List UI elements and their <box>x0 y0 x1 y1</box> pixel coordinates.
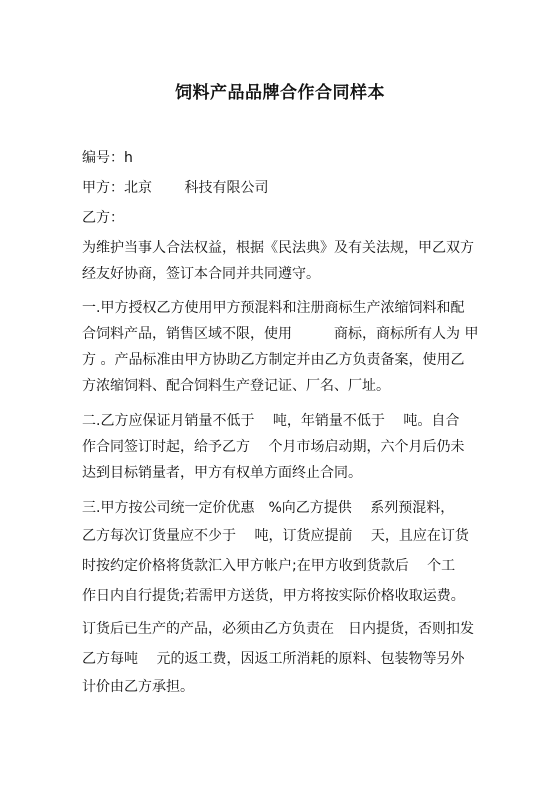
clause-1-line-2: 合饲料产品，销售区域不限，使用 商标，商标所有人为 甲 <box>82 326 479 342</box>
clause-1-line-4: 方浓缩饲料、配合饲料生产登记证、厂名、厂址。 <box>82 378 390 394</box>
clause-3-line-6: 乙方每吨 元的返工费，因返工所消耗的原料、包装物等另外 <box>82 651 465 667</box>
clause-3-line-3: 时按约定价格将货款汇入甲方帐户;在甲方收到货款后 个工 <box>82 558 456 574</box>
party-a-line: 甲方：北京 科技有限公司 <box>82 180 269 196</box>
document-title: 饲料产品品牌合作合同样本 <box>175 83 385 103</box>
preamble-line-2: 经友好协商，签订本合同并共同遵守。 <box>82 266 320 282</box>
clause-2-line-1: 二.乙方应保证月销量不低于 吨，年销量不低于 吨。自合 <box>82 413 460 429</box>
clause-1-line-1: 一.甲方授权乙方使用甲方预混料和注册商标生产浓缩饲料和配 <box>82 300 465 316</box>
clause-3-line-2: 乙方每次订货量应不少于 吨，订货应提前 天，且应在订货 <box>82 528 469 544</box>
clause-3-line-5: 订货后已生产的产品，必须由乙方负责在 日内提货，否则扣发 <box>82 621 474 637</box>
clause-3-line-1: 三.甲方按公司统一定价优惠 %向乙方提供 系列预混料， <box>82 500 455 516</box>
clause-2-line-2: 作合同签订时起，给予乙方 个月市场启动期，六个月后仍未 <box>82 439 465 455</box>
clause-2-line-3: 达到目标销量者，甲方有权单方面终止合同。 <box>82 465 362 481</box>
clause-3-line-4: 作日内自行提货;若需甲方送货，甲方将按实际价格收取运费。 <box>82 588 465 604</box>
clause-3-line-7: 计价由乙方承担。 <box>82 679 194 695</box>
clause-1-line-3: 方 。产品标准由甲方协助乙方制定并由乙方负责备案，使用乙 <box>82 352 465 368</box>
party-b-line: 乙方： <box>82 210 124 226</box>
contract-number-line: 编号：h <box>82 150 133 166</box>
preamble-line-1: 为维护当事人合法权益，根据《民法典》及有关法规，甲乙双方 <box>82 240 474 256</box>
